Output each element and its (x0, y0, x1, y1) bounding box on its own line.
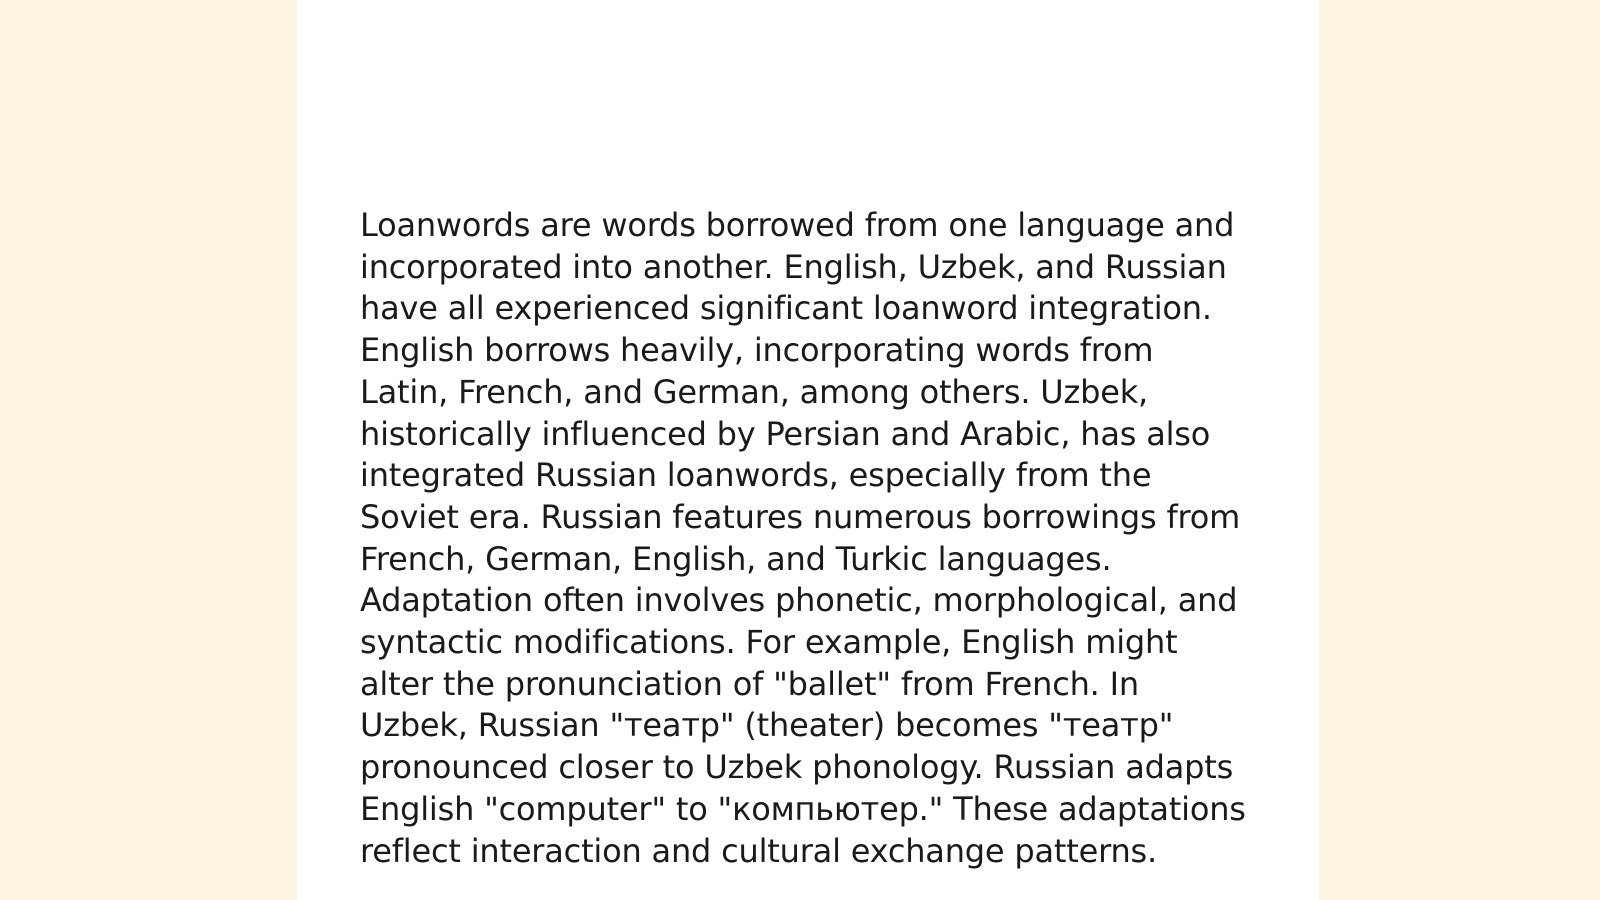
document-page (297, 0, 1319, 900)
body-paragraph: Loanwords are words borrowed from one language and incorporated into another. English, Uzbek, and Russian have all experienced significant loanword integration. English borrows heavily, incorporating words from Latin, French, and German, among others. Uzbek, historically influenced by Persian and Arabic, has also integrated Russian loanwords, especially from the Soviet era. Russian features numerous borrowings from French, German, English, and Turkic languages. Adaptation often involves phonetic, morphological, and syntactic modifications. For example, English might alter the pronunciation of "ballet" from French. In Uzbek, Russian "театр" (theater) becomes "театр" pronounced closer to Uzbek phonology. Russian adapts English "computer" to "компьютер." These adaptations reflect interaction and cultural exchange patterns. (360, 206, 1246, 870)
